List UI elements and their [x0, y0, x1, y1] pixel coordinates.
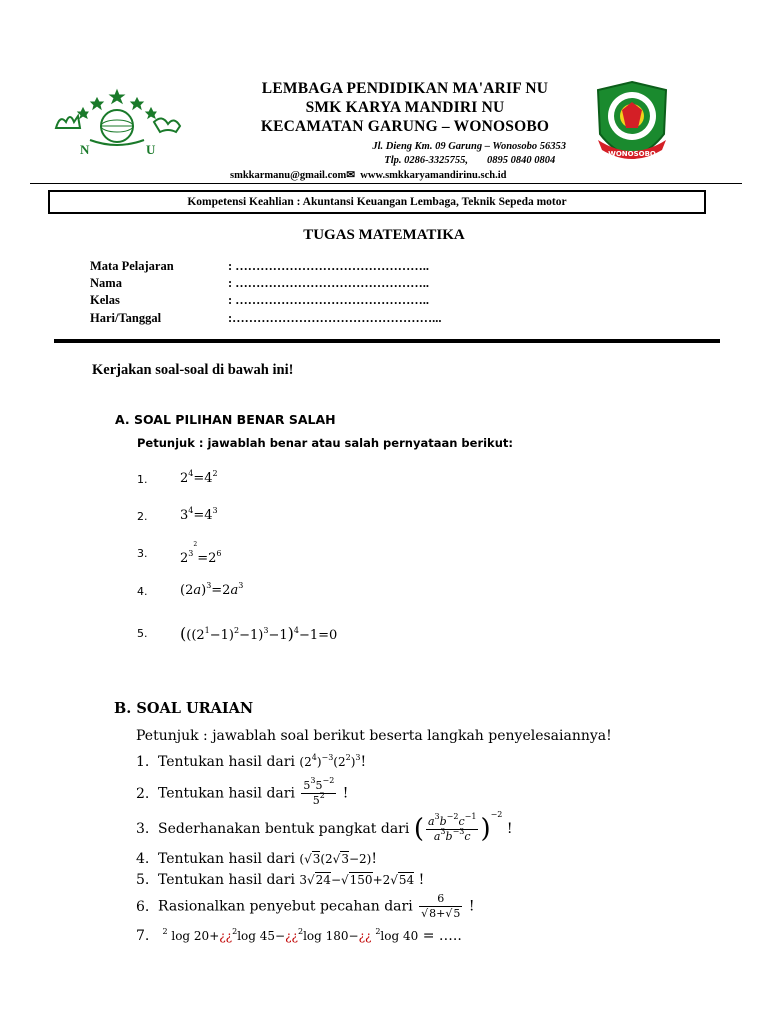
section-a-hint: Petunjuk : jawablah benar atau salah pernyataan berikut:	[137, 436, 513, 450]
question-expression: $^2$ log 20+¿¿$^2$log 45−¿¿$^2$log 180−¿¿ $^2$log 40	[162, 927, 419, 943]
question-number: 5.	[137, 627, 148, 640]
question-expression: $2^4=4^2$	[180, 469, 218, 486]
nu-logo	[50, 88, 184, 160]
question-expression: 3√24−√150+2√54	[299, 873, 415, 887]
question-expression: $3^4=4^3$	[180, 506, 218, 523]
essay-question: 6. Rasionalkan penyebut pecahan dari $\frac{6}{√8+√5}$ !	[136, 892, 475, 920]
essay-question: 4. Tentukan hasil dari (√3(2√3−2)!	[136, 851, 377, 867]
section-b-heading: B. SOAL URAIAN	[114, 700, 254, 717]
svg-text:U: U	[146, 142, 156, 157]
essay-question: 7. $^2$ log 20+¿¿$^2$log 45−¿¿$^2$log 180−¿¿ $^2$log 40 = …..	[136, 927, 462, 944]
svg-text:WONOSOBO: WONOSOBO	[608, 150, 656, 158]
question-expression: (√3(2√3−2)	[299, 852, 372, 866]
question-expression: $(2a)^3=2a^3$	[180, 581, 244, 598]
svg-text:N: N	[80, 142, 90, 157]
header-divider	[30, 183, 742, 184]
question-number: 2.	[137, 510, 148, 523]
question-expression: $\frac{5^35^{-2}}{5^2}$	[303, 776, 335, 807]
question-expression: $\frac{a^3b^{-2}c^{-1}}{a^3b^{-3}c}$	[427, 811, 477, 843]
essay-question: 5. Tentukan hasil dari 3√24−√150+2√54 !	[136, 872, 425, 888]
identity-row: Hari/Tanggal :…………………………………………...	[90, 311, 442, 325]
page-title: TUGAS MATEMATIKA	[303, 227, 465, 243]
question-number: 4.	[137, 585, 148, 598]
school-district: KECAMATAN GARUNG – WONOSOBO	[260, 118, 550, 135]
school-email: smkkarmanu@gmail.com	[230, 170, 347, 181]
identity-row: Mata Pelajaran : ………………………………………..	[90, 259, 430, 273]
school-phone: Tlp. 0286-3325755,   0895 0840 0804  	[384, 155, 566, 166]
question-expression: $2^{3^2}=2^6$	[180, 541, 222, 566]
essay-question: 1. Tentukan hasil dari $(2^4)^{-3}(2^2)^3$!	[136, 753, 367, 770]
section-a-heading: A. SOAL PILIHAN BENAR SALAH	[115, 412, 336, 427]
question-expression: $(2^4)^{-3}(2^2)^3$	[299, 753, 361, 769]
envelope-icon: ✉	[346, 170, 356, 181]
section-b-hint: Petunjuk : jawablah soal berikut beserta langkah penyelesaiannya!	[136, 728, 612, 744]
section-divider	[54, 339, 720, 343]
institution-name: LEMBAGA PENDIDIKAN MA'ARIF NU	[261, 80, 549, 97]
school-website: www.smkkaryamandirinu.sch.id	[360, 170, 507, 181]
school-address: Jl. Dieng Km. 09 Garung – Wonosobo 56353	[372, 141, 566, 152]
school-contact: smkkarmanu@gmail.com✉ www.smkkaryamandirinu.sch.id 	[230, 170, 515, 181]
question-number: 1.	[137, 473, 148, 486]
question-expression: $(((2^1-1)^2-1)^3-1)^4-1=0$	[180, 624, 338, 643]
question-number: 3.	[137, 547, 148, 560]
competency-box: Kompetensi Keahlian : Akuntansi Keuangan Lembaga, Teknik Sepeda motor	[48, 190, 706, 214]
essay-question: 3. Sederhanakan bentuk pangkat dari ( $\frac{a^3b^{-2}c^{-1}}{a^3b^{-3}c}$ )$^{-2}$ !	[136, 810, 513, 844]
school-name: SMK KARYA MANDIRI NU	[305, 99, 505, 116]
instruction-text: Kerjakan soal-soal di bawah ini!	[92, 362, 294, 378]
essay-question: 2. Tentukan hasil dari $\frac{5^35^{-2}}{5^2}$ !	[136, 776, 349, 807]
identity-row: Kelas : ………………………………………..	[90, 293, 430, 307]
question-expression: $\frac{6}{√8+√5}$	[421, 892, 461, 920]
identity-row: Nama : ………………………………………..	[90, 276, 430, 290]
